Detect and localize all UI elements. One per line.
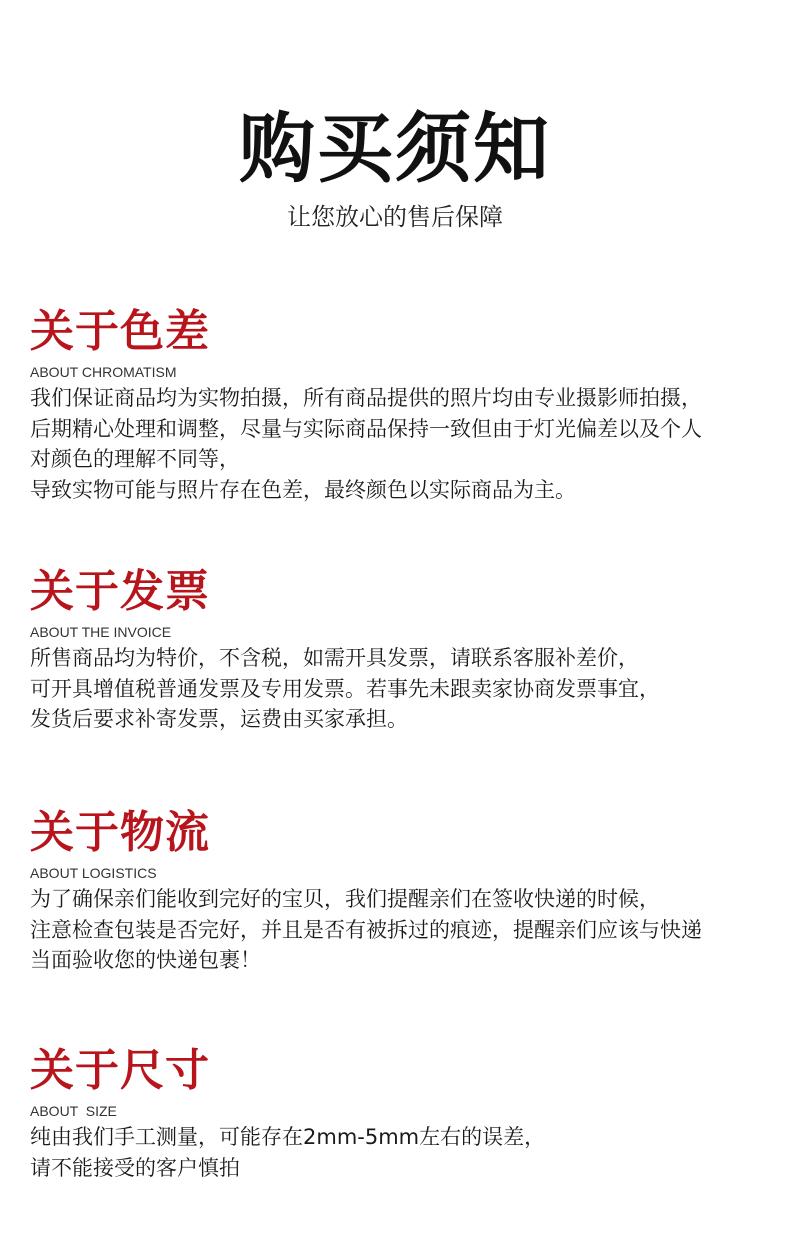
section-size bbox=[30, 1044, 775, 1183]
section-body bbox=[30, 383, 775, 505]
section-body bbox=[30, 643, 775, 735]
body-line: 注意检查包装是否完好，并且是否有被拆过的痕迹，提醒亲们应该与快递 bbox=[30, 917, 702, 942]
body-line: 导致实物可能与照片存在色差，最终颜色以实际商品为主。 bbox=[30, 477, 576, 502]
body-line: 发货后要求补寄发票，运费由买家承担。 bbox=[30, 707, 408, 731]
body-line: 当面验收您的快递包裹！ bbox=[30, 948, 261, 972]
body-line: 纯由我们手工测量，可能存在2mm-5mm左右的误差， bbox=[30, 1125, 546, 1149]
section-subheading: ABOUT SIZE bbox=[30, 1103, 117, 1119]
section-heading: 关于物流 bbox=[30, 807, 210, 858]
section-logistics bbox=[30, 806, 775, 976]
body-line: 我们保证商品均为实物拍摄，所有商品提供的照片均由专业摄影师拍摄， bbox=[30, 386, 702, 410]
section-subheading: ABOUT LOGISTICS bbox=[30, 865, 157, 881]
section-chromatism bbox=[30, 305, 775, 505]
section-heading: 关于色差 bbox=[30, 306, 210, 357]
section-body bbox=[30, 1122, 775, 1183]
body-line: 为了确保亲们能收到完好的宝贝，我们提醒亲们在签收快递的时候， bbox=[30, 887, 660, 911]
section-body bbox=[30, 884, 775, 976]
body-line: 后期精心处理和调整，尽量与实际商品保持一致但由于灯光偏差以及个人 bbox=[30, 416, 702, 441]
section-invoice bbox=[30, 565, 775, 735]
body-line: 对颜色的理解不同等， bbox=[30, 447, 240, 471]
section-heading: 关于尺寸 bbox=[30, 1045, 210, 1096]
section-subheading: ABOUT CHROMATISM bbox=[30, 364, 177, 380]
section-heading: 关于发票 bbox=[30, 566, 210, 617]
page-subtitle: 让您放心的售后保障 bbox=[287, 203, 503, 231]
body-line: 所售商品均为特价，不含税，如需开具发票，请联系客服补差价， bbox=[30, 646, 639, 670]
section-subheading: ABOUT THE INVOICE bbox=[30, 624, 172, 640]
body-line: 请不能接受的客户慎拍 bbox=[30, 1155, 240, 1180]
page-title: 购买须知 bbox=[239, 104, 551, 193]
body-line: 可开具增值税普通发票及专用发票。若事先未跟卖家协商发票事宜， bbox=[30, 676, 660, 701]
